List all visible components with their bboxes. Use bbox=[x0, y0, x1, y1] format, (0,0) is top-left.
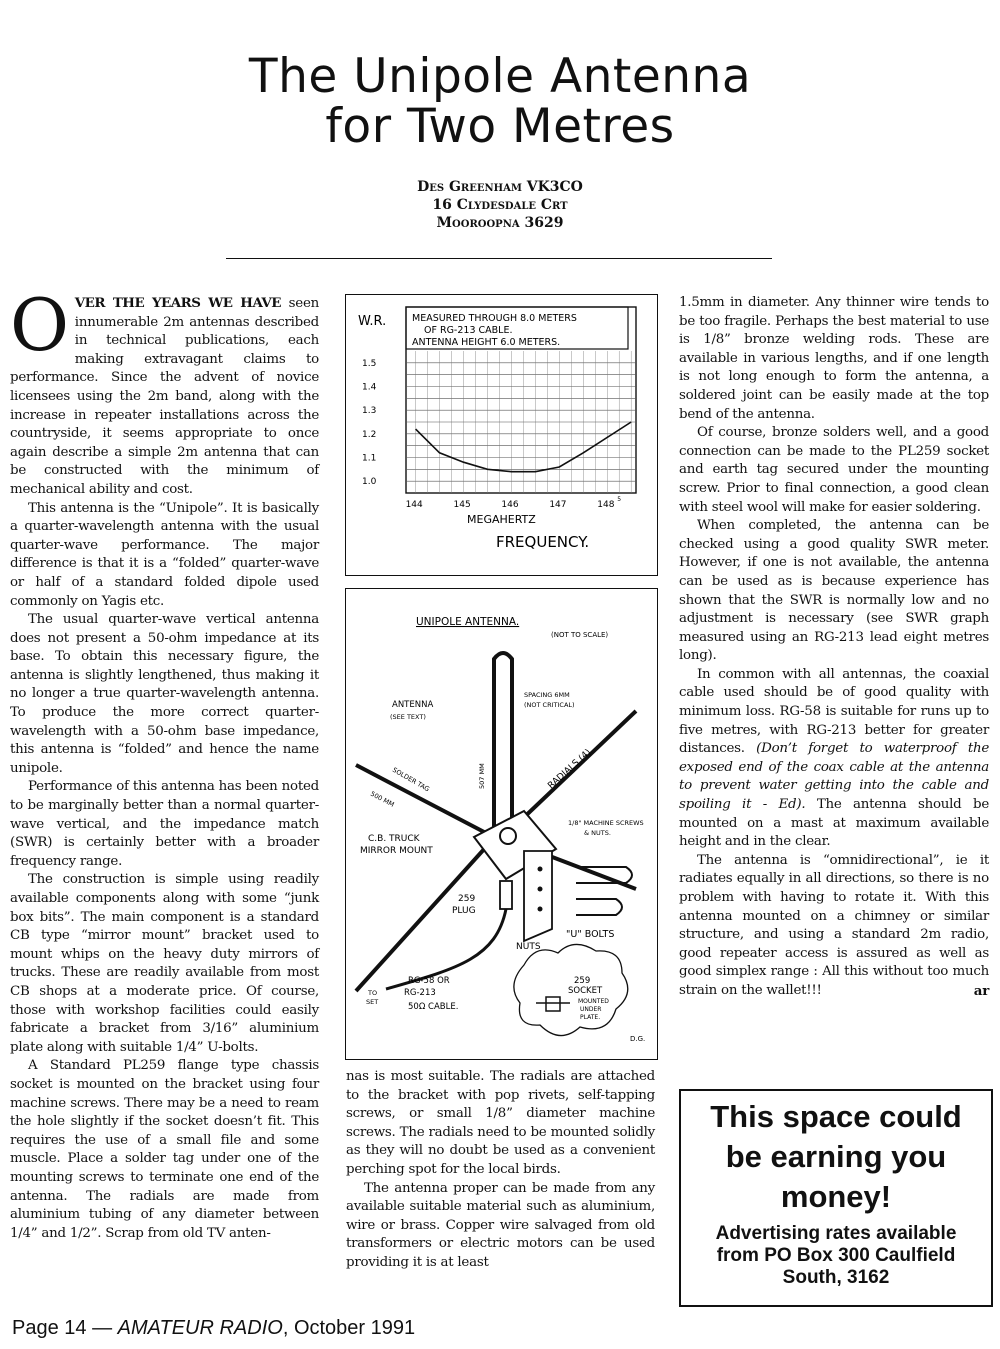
label-nuts: NUTS bbox=[516, 942, 541, 952]
ad-line-2: be earning you bbox=[725, 1139, 947, 1174]
editor-note: (Don’t forget to waterproof the exposed end of the coax cable at the antenna to prevent water getting into the cable and spoiling it - Ed). bbox=[679, 741, 989, 813]
swr-note-3: ANTENNA HEIGHT 6.0 METERS. bbox=[412, 337, 561, 348]
diagram-not-to-scale: (NOT TO SCALE) bbox=[551, 631, 609, 639]
label-socket: SOCKET bbox=[568, 986, 603, 996]
paragraph-7: nas is most suitable. The radials are attached to the bracket with pop rivets, self-tapping screws, or small 1/8” diameter machine screws. The radials need to be mounted solidly as they will no doubt be used as a convenient perching spot for the local birds. bbox=[346, 1069, 655, 1177]
unipole-diagram-figure bbox=[345, 588, 658, 1060]
paragraph-13-text: The antenna is “omnidirectional”, ie it radiates equally in all directions, so there is no problem with having to rotate it. With this antenna mounted on a chimney or similar structure, and using a standard 2m radio, good repeater access is assured as well as good simplex range : All this without too much strain on the wallet!!! bbox=[679, 852, 989, 998]
label-solder-tag: SOLDER TAG bbox=[391, 765, 431, 794]
footer-date: , October 1991 bbox=[282, 1317, 416, 1339]
paragraph-8: The antenna proper can be made from any available suitable material such as aluminium, wire or brass. Copper wire salvaged from old transformers or electric motors can be used providing it is at least bbox=[346, 1180, 655, 1270]
paragraph-13 bbox=[679, 852, 989, 1001]
label-cable-type: RG-58 OR bbox=[408, 976, 450, 986]
label-to: TO bbox=[368, 989, 378, 997]
label-u-bolts: "U" BOLTS bbox=[566, 929, 615, 940]
paragraph-1-text: seen innumerable 2m antennas described in technical publications, each making extravagant claims to performance. Since the advent of novice licensees using the 2m band, along with the increase in repeater installations across the countryside, it seems appropriate to once again describe a simple 2m antenna that can be constructed with the minimum of mechanical ability and cost. bbox=[10, 296, 319, 497]
bolt-hole-3 bbox=[538, 907, 543, 912]
swr-y-tick-label: 1.2 bbox=[362, 429, 377, 440]
label-plug: PLUG bbox=[452, 906, 476, 916]
paragraph-12-b: The antenna should be mounted on a mast at maximum available height and in the clear. bbox=[679, 797, 989, 850]
swr-graph bbox=[346, 295, 657, 575]
paragraph-5: The construction is simple using readily available components along with some “junk box bits”. The main component is a standard CB type “mirror mount” bracket used to mount whips on the heavy duty mirrors of trucks. These are readily available from most CB shops at a moderate price. Of course, those with workshop facilities could easily fabricate a bracket from 3/16” aluminium plate along with suitable 1/4” U-bolts. bbox=[10, 872, 319, 1055]
column-2 bbox=[346, 1068, 655, 1273]
column-1 bbox=[10, 283, 319, 1243]
swr-note-2: OF RG-213 CABLE. bbox=[424, 325, 513, 336]
ad-line-5: from PO Box 300 Caulfield bbox=[716, 1245, 956, 1266]
label-cable-impedance: 50Ω CABLE. bbox=[408, 1002, 459, 1012]
label-radial-length: 500 MM bbox=[369, 789, 396, 809]
author: Des Greenham VK3CO bbox=[417, 179, 583, 195]
paragraph-6: A Standard PL259 flange type chassis socket is mounted on the bracket using four machine screws. There may be a need to ream the hole slightly if the socket doesn’t fit. This requires the use of a small file and some muscle. Place a solder tag under one of the mounting screws to terminate one end of the antenna. The radials are made from aluminium tubing of any diameter between 1/4” and 1/2”. Scrap from old TV anten- bbox=[10, 1058, 319, 1241]
swr-y-tick-label: 1.1 bbox=[362, 453, 377, 464]
label-spacing: SPACING 6MM bbox=[524, 691, 570, 699]
ad-line-3: money! bbox=[780, 1179, 892, 1214]
article-title bbox=[150, 49, 850, 154]
label-not-critical: (NOT CRITICAL) bbox=[524, 701, 575, 709]
swr-x-tick-label: 148 bbox=[597, 500, 615, 510]
label-socket-number: 259 bbox=[574, 976, 591, 986]
label-length-vertical: 507 MM bbox=[478, 763, 486, 789]
swr-x-tick-label: 145 bbox=[453, 500, 471, 510]
antenna-element-inner bbox=[497, 657, 509, 831]
byline bbox=[300, 178, 700, 232]
end-mark: ar bbox=[973, 982, 989, 999]
drop-cap: O bbox=[10, 283, 69, 367]
title-rule bbox=[226, 258, 772, 259]
diagram-title: UNIPOLE ANTENNA. bbox=[416, 616, 520, 628]
label-mounted: MOUNTED bbox=[578, 998, 609, 1005]
swr-x-unit: MEGAHERTZ bbox=[467, 513, 536, 526]
swr-note-1: MEASURED THROUGH 8.0 METERS bbox=[412, 313, 577, 324]
label-cable-rg213: RG-213 bbox=[404, 988, 436, 998]
paragraph-1 bbox=[10, 283, 319, 500]
label-screws-nuts: & NUTS. bbox=[584, 829, 611, 837]
label-under: UNDER bbox=[580, 1006, 602, 1013]
radial-front-left bbox=[356, 847, 486, 991]
swr-note-box bbox=[406, 307, 628, 349]
paragraph-12 bbox=[679, 666, 989, 852]
paragraph-9: 1.5mm in diameter. Any thinner wire tends to be too fragile. Perhaps the best material to use is 1/8” bronze welding rods. These are available in various lengths, and if one length is not long enough to form the antenna, a soldered joint can be easily made at the top bend of the antenna. bbox=[679, 295, 989, 422]
swr-y-tick-label: 1.5 bbox=[362, 358, 377, 369]
label-mirror-mount: MIRROR MOUNT bbox=[360, 846, 433, 856]
label-cb-truck: C.B. TRUCK bbox=[368, 834, 420, 844]
swr-x-tick-suffix: 5 bbox=[617, 496, 622, 503]
paragraph-4: Performance of this antenna has been noted to be marginally better than a normal quarter-wave vertical, and the impedance match (SWR) is certainly better with a broader frequency range. bbox=[10, 779, 319, 869]
label-radials: RADIALS (4) bbox=[546, 747, 594, 792]
paragraph-3: The usual quarter-wave vertical antenna does not present a 50-ohm impedance at its base. To obtain this necessary figure, the antenna is slightly lengthened, thus making it no longer a true quarter-wavelength antenna. To produce the more correct quarter-wavelength with a 50-ohm base impedance, this antenna is “folded” and hence the name unipole. bbox=[10, 612, 319, 776]
socket-detail bbox=[546, 997, 560, 1011]
lead-in: VER THE YEARS WE HAVE bbox=[74, 295, 281, 311]
column-3 bbox=[679, 294, 989, 1001]
ad-line-1: This space could bbox=[710, 1099, 962, 1134]
ad-line-6: South, 3162 bbox=[782, 1267, 890, 1288]
address-line-1: 16 Clydesdale Crt bbox=[432, 197, 568, 213]
bolt-hole-2 bbox=[538, 887, 543, 892]
address-line-2: Mooroopna 3629 bbox=[436, 215, 564, 231]
artist-initials: D.G. bbox=[630, 1035, 646, 1043]
swr-x-label: FREQUENCY. bbox=[496, 533, 590, 551]
ad-line-4: Advertising rates available bbox=[715, 1223, 957, 1244]
swr-graph-figure bbox=[345, 294, 658, 576]
swr-y-ticks bbox=[362, 359, 377, 487]
title-line-2: for Two Metres bbox=[325, 99, 675, 154]
paragraph-2: This antenna is the “Unipole”. It is basically a quarter-wavelength antenna with the usual quarter-wave performance. The major difference is that it is a “folded” quarter-wave or half of a standard folded dipole used commonly on Yagis etc. bbox=[10, 500, 319, 609]
advertisement-box bbox=[679, 1089, 993, 1307]
swr-x-tick-label: 147 bbox=[549, 500, 567, 510]
footer-page: Page 14 — bbox=[12, 1317, 118, 1339]
bolt-hole-1 bbox=[538, 867, 543, 872]
label-antenna: ANTENNA bbox=[392, 700, 434, 710]
paragraph-10: Of course, bronze solders well, and a good connection can be made to the PL259 socket and earth tag secured under the mounting screw. Prior to final connection, a good clean with steel wool will make for easier soldering. bbox=[679, 425, 989, 515]
u-bolt-2 bbox=[576, 899, 622, 915]
footer-magazine: AMATEUR RADIO bbox=[117, 1317, 283, 1339]
paragraph-12-a: In common with all antennas, the coaxial cable used should be of good quality with minimum loss. RG-58 is suitable for runs up to five metres, with RG-213 better for greater distances. bbox=[679, 666, 989, 757]
label-plate: PLATE. bbox=[580, 1014, 601, 1021]
label-set: SET bbox=[366, 998, 379, 1006]
title-line-1: The Unipole Antenna bbox=[248, 49, 752, 104]
paragraph-11: When completed, the antenna can be checked using a good quality SWR meter. However, if one is not available, the antenna can be used as is because experience has shown that the SWR is normally low and no adjustment is necessary (see SWR graph measured using an RG-213 lead eight metres long). bbox=[679, 518, 989, 664]
swr-x-ticks bbox=[406, 496, 622, 510]
label-see-text: (SEE TEXT) bbox=[390, 713, 426, 721]
swr-y-tick-label: 1.4 bbox=[362, 382, 377, 393]
bracket-upright bbox=[524, 851, 552, 941]
swr-y-tick-label: 1.3 bbox=[362, 406, 377, 417]
swr-x-tick-label: 144 bbox=[405, 500, 423, 510]
page-footer bbox=[12, 1317, 415, 1340]
swr-y-tick-label: 1.0 bbox=[362, 477, 377, 488]
swr-x-tick-label: 146 bbox=[501, 500, 519, 510]
swr-ylabel: W.R. bbox=[358, 314, 387, 329]
label-machine-screws: 1/8" MACHINE SCREWS bbox=[568, 819, 644, 827]
pl259-plug bbox=[500, 881, 512, 909]
label-plug-number: 259 bbox=[458, 894, 476, 904]
unipole-diagram bbox=[346, 589, 657, 1059]
